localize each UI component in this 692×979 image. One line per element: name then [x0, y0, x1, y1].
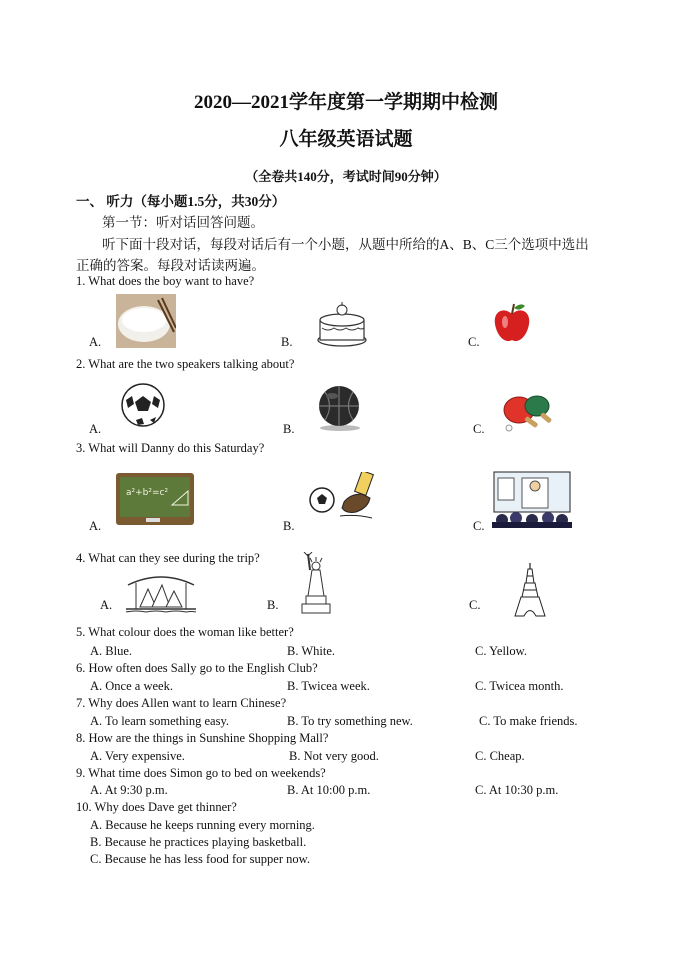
soccer-ball-icon	[120, 382, 166, 433]
q1-option-b: B.	[281, 335, 293, 349]
q3-option-c: C.	[473, 519, 485, 533]
q5-option-b: B. White.	[287, 644, 336, 658]
q10-option-a: A. Because he keeps running every morning.	[90, 818, 315, 832]
q3-option-b: B.	[283, 519, 295, 533]
q8-option-b: B. Not very good.	[289, 749, 379, 763]
exam-subtitle: 八年级英语试题	[279, 129, 413, 150]
q8-option-a: A. Very expensive.	[90, 749, 185, 763]
q9-option-a: A. At 9:30 p.m.	[90, 783, 168, 797]
q10-option-c: C. Because he has less food for supper now.	[90, 852, 310, 866]
question-8: 8. How are the things in Sunshine Shopping Mall?	[76, 731, 329, 745]
section-heading: 一、 听力（每小题1.5分，共30分）	[76, 194, 286, 209]
question-4: 4. What can they see during the trip?	[76, 551, 260, 565]
eiffel-tower-icon	[514, 563, 546, 622]
q10-option-b: B. Because he practices playing basketball.	[90, 835, 307, 849]
question-6: 6. How often does Sally go to the English Club?	[76, 661, 318, 675]
question-9: 9. What time does Simon go to bed on weekends?	[76, 766, 326, 780]
q7-option-c: C. To make friends.	[479, 714, 578, 728]
basketball-icon	[314, 384, 364, 437]
q5-option-a: A. Blue.	[90, 644, 133, 658]
q4-option-b: B.	[267, 598, 279, 612]
instruction-line-1: 听下面十段对话，每段对话后有一个小题，从题中所给的A、B、C三个选项中选出	[102, 237, 589, 252]
math-blackboard-icon	[116, 473, 194, 530]
ping-pong-icon	[499, 394, 557, 439]
question-10: 10. Why does Dave get thinner?	[76, 800, 237, 814]
q6-option-c: C. Twicea month.	[475, 679, 564, 693]
q6-option-b: B. Twicea week.	[287, 679, 370, 693]
q2-option-c: C.	[473, 422, 485, 436]
q8-option-c: C. Cheap.	[475, 749, 525, 763]
question-7: 7. Why does Allen want to learn Chinese?	[76, 696, 287, 710]
q4-option-c: C.	[469, 598, 481, 612]
q3-option-a: A.	[89, 519, 102, 533]
question-5: 5. What colour does the woman like better?	[76, 625, 294, 639]
statue-of-liberty-icon	[294, 552, 338, 619]
question-2: 2. What are the two speakers talking about?	[76, 357, 295, 371]
movie-audience-icon	[492, 470, 572, 533]
kicking-football-icon	[306, 472, 384, 529]
exam-note: （全卷共140分，考试时间90分钟）	[245, 169, 447, 184]
q1-option-c: C.	[468, 335, 480, 349]
question-3: 3. What will Danny do this Saturday?	[76, 441, 265, 455]
q2-option-b: B.	[283, 422, 295, 436]
q5-option-c: C. Yellow.	[475, 644, 527, 658]
svg-text:a²+b²=c²: a²+b²=c²	[126, 488, 169, 498]
q9-option-c: C. At 10:30 p.m.	[475, 783, 559, 797]
q1-option-a: A.	[89, 335, 102, 349]
sydney-opera-house-icon	[126, 573, 196, 618]
apple-icon	[493, 302, 531, 349]
q7-option-a: A. To learn something easy.	[90, 714, 230, 728]
q7-option-b: B. To try something new.	[287, 714, 413, 728]
exam-title: 2020—2021学年度第一学期期中检测	[193, 92, 498, 113]
part-label: 第一节：听对话回答问题。	[102, 215, 264, 230]
question-1: 1. What does the boy want to have?	[76, 274, 255, 288]
q6-option-a: A. Once a week.	[90, 679, 173, 693]
cake-icon	[316, 300, 368, 353]
q2-option-a: A.	[89, 422, 102, 436]
instruction-line-2: 正确的答案。每段对话读两遍。	[76, 258, 265, 273]
rice-bowl-icon	[116, 294, 176, 353]
q4-option-a: A.	[100, 598, 113, 612]
q9-option-b: B. At 10:00 p.m.	[287, 783, 371, 797]
